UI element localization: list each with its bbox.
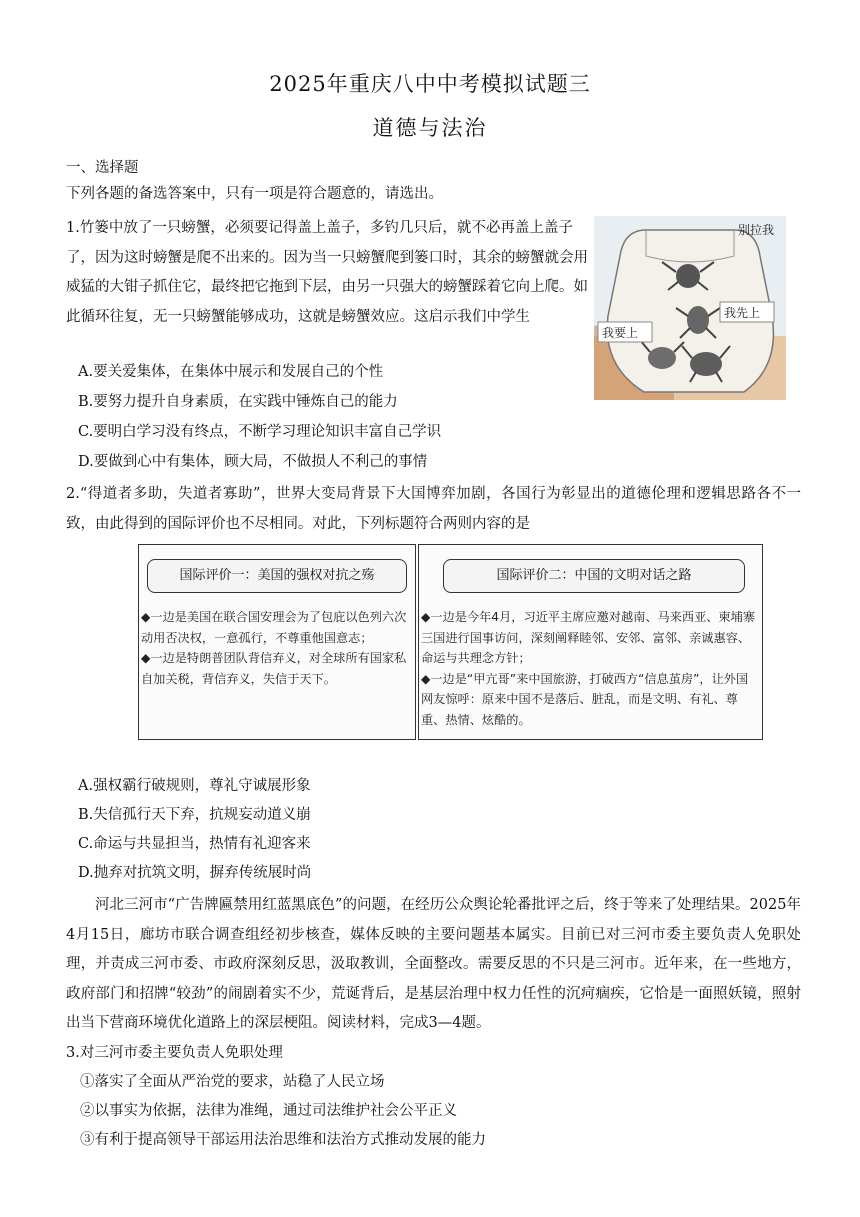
evaluation-item: ◆一边是“甲亢哥”来中国旅游，打破西方“信息茧房”，让外国网友惊呼：原来中国不是落后、脏乱，而是文明、有礼、尊重、热情、炫酷的。	[421, 671, 749, 727]
q3-item-2[interactable]: ②以事实为依据，法律为准绳，通过司法维护社会公平正义	[80, 1103, 457, 1119]
exam-title: 2025年重庆八中中考模拟试题三	[269, 72, 591, 96]
q2-option-d[interactable]: D.抛弃对抗筑文明，摒弃传统展时尚	[78, 865, 312, 881]
q1-option-a[interactable]: A.要关爱集体，在集体中展示和发展自己的个性	[78, 364, 384, 380]
evaluation-item: ◆一边是特朗普团队背信弃义，对全球所有国家私自加关税，背信弃义，失信于天下。	[141, 651, 407, 686]
q2-stem: 2.“得道者多助，失道者寡助”，世界大变局背景下大国博弈加剧，各国行为彰显出的道德伦理和逻辑思路各不一致，由此得到的国际评价也不尽相同。对此，下列标题符合两则内容的是	[66, 486, 801, 532]
evaluation-heading-us: 国际评价一：美国的强权对抗之殇	[147, 559, 407, 593]
q3-item-1[interactable]: ①落实了全面从严治党的要求，站稳了人民立场	[80, 1074, 385, 1090]
subject-title: 道德与法治	[372, 116, 488, 140]
evaluation-box-us	[138, 544, 416, 740]
q1-option-b[interactable]: B.要努力提升自身素质，在实践中锤炼自己的能力	[78, 394, 398, 410]
evaluation-body-us	[141, 607, 411, 689]
section-instruction: 下列各题的备选答案中，只有一项是符合题意的，请选出。	[66, 186, 443, 202]
q2-option-a[interactable]: A.强权霸行破规则，尊礼守诚展形象	[78, 778, 311, 794]
q2-option-c[interactable]: C.命运与共显担当，热情有礼迎客来	[78, 836, 311, 852]
q1-option-d[interactable]: D.要做到心中有集体，顾大局，不做损人不利己的事情	[78, 454, 428, 470]
q2-option-b[interactable]: B.失信孤行天下弃，抗规妄动道义崩	[78, 807, 311, 823]
evaluation-body-china	[421, 607, 758, 730]
evaluation-item: ◆一边是今年4月，习近平主席应邀对越南、马来西亚、柬埔寨三国进行国事访问，深刻阐释睦邻、安邻、富邻、亲诚惠容、命运与共理念方针；	[421, 610, 756, 665]
reading-material: 河北三河市“广告牌匾禁用红蓝黑底色”的问题，在经历公众舆论轮番批评之后，终于等来了处理结果。2025年4月15日，廊坊市联合调查组经初步核查，媒体反映的主要问题基本属实。目前已对三河市委主要负责人免职处理，并责成三河市委、市政府深刻反思，汲取教训，全面整改。需要反思的不只是三河市。近年来，在一些地方，政府部门和招牌“较劲”的闹剧着实不少，荒诞背后，是基层治理中权力任性的沉疴痼疾，它恰是一面照妖镜，照射出当下营商环境优化道路上的深层梗阻。阅读材料，完成3—4题。	[66, 897, 801, 1031]
evaluation-item: ◆一边是美国在联合国安理会为了包庇以色列六次动用否决权，一意孤行，不尊重他国意志；	[141, 610, 407, 645]
evaluation-box-china	[418, 544, 763, 740]
bubble-i-want-up: 我要上	[602, 326, 639, 340]
evaluation-heading-china: 国际评价二：中国的文明对话之路	[443, 559, 745, 593]
crab-cartoon-image	[594, 216, 786, 400]
q1-option-c[interactable]: C.要明白学习没有终点，不断学习理论知识丰富自己学识	[78, 424, 442, 440]
q3-item-3[interactable]: ③有利于提高领导干部运用法治思维和法治方式推动发展的能力	[80, 1132, 486, 1148]
bubble-dont-pull: 别拉我	[738, 223, 775, 237]
bubble-me-first: 我先上	[724, 306, 761, 320]
q1-stem: 1.竹篓中放了一只螃蟹，必须要记得盖上盖子，多钓几只后，就不必再盖上盖子了，因为这时螃蟹是爬不出来的。因为当一只螃蟹爬到篓口时，其余的螃蟹就会用威猛的大钳子抓住它，最终把它拖到下层，由另一只强大的螃蟹踩着它向上爬。如此循环往复，无一只螃蟹能够成功，这就是螃蟹效应。这启示我们中学生	[66, 220, 588, 325]
q3-stem: 3.对三河市委主要负责人免职处理	[66, 1045, 283, 1061]
section-heading: 一、选择题	[66, 160, 139, 176]
